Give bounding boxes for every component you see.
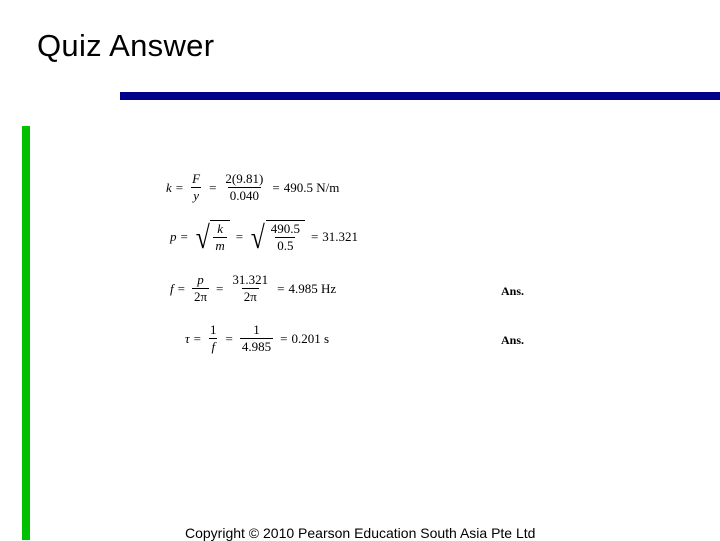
eq2-sqrt-1: [194, 220, 230, 253]
eq3-f1-numerator: p: [197, 272, 204, 287]
eq3-fraction-2: [230, 273, 270, 304]
equals-sign: =: [216, 280, 224, 296]
equals-sign: =: [235, 228, 244, 244]
equals-sign: =: [209, 179, 217, 195]
equals-sign: =: [177, 280, 185, 296]
eq2-lhs: p: [170, 228, 177, 244]
eq4-f1-denominator: f: [211, 339, 216, 354]
eq2-s2-numerator: 490.5: [270, 221, 300, 236]
equation-frequency: [170, 273, 336, 304]
eq3-f2-numerator: 31.321: [232, 272, 269, 287]
eq3-lhs: f: [170, 280, 174, 296]
eq4-result: 0.201 s: [291, 330, 329, 346]
eq4-fraction-2: [240, 323, 273, 354]
eq3-fraction-1: [192, 273, 209, 304]
left-accent-rule: [22, 126, 30, 540]
eq1-lhs: k: [166, 179, 172, 195]
eq2-fraction-1: [213, 222, 226, 253]
eq4-lhs: τ: [185, 330, 190, 346]
equation-period: [185, 323, 329, 354]
eq2-s1-denominator: m: [215, 238, 225, 253]
equals-sign: =: [193, 330, 201, 346]
eq3-answer-label: Ans.: [501, 284, 525, 298]
eq4-f2-denominator: 4.985: [241, 339, 272, 354]
eq3-result: 4.985 Hz: [288, 280, 337, 296]
equation-natural-frequency: [170, 220, 358, 253]
eq2-sqrt-2: [249, 220, 305, 253]
copyright-footer: Copyright © 2010 Pearson Education South Asia Pte Ltd: [185, 525, 536, 541]
eq2-s1-numerator: k: [217, 221, 223, 236]
eq1-result: 490.5 N/m: [283, 179, 340, 195]
eq4-answer-label: Ans.: [501, 333, 525, 347]
eq1-f2-numerator: 2(9.81): [225, 171, 264, 186]
eq1-fraction-1: [190, 172, 202, 203]
radical-sign: √: [250, 218, 265, 255]
eq1-f1-numerator: F: [192, 171, 201, 186]
eq4-f2-numerator: 1: [253, 322, 260, 337]
eq1-fraction-2: [223, 172, 265, 203]
equation-stiffness: [166, 172, 339, 203]
eq2-fraction-2: [269, 222, 302, 253]
eq4-fraction-1: [208, 323, 219, 354]
radical-sign: √: [195, 218, 210, 255]
eq3-f2-denominator: 2π: [243, 289, 257, 304]
equals-sign: =: [225, 330, 233, 346]
slide-title: Quiz Answer: [37, 28, 215, 63]
eq2-s2-denominator: 0.5: [277, 238, 294, 253]
equals-sign: =: [310, 228, 319, 244]
equals-sign: =: [280, 330, 288, 346]
equals-sign: =: [175, 179, 184, 195]
equals-sign: =: [272, 179, 280, 195]
equals-sign: =: [277, 280, 285, 296]
eq3-f1-denominator: 2π: [193, 289, 208, 304]
eq1-f2-denominator: 0.040: [229, 188, 259, 203]
eq1-f1-denominator: y: [193, 188, 199, 203]
eq2-result: 31.321: [322, 228, 359, 244]
title-underline-rule: [120, 92, 720, 100]
eq4-f1-numerator: 1: [210, 322, 217, 337]
equals-sign: =: [180, 228, 188, 244]
